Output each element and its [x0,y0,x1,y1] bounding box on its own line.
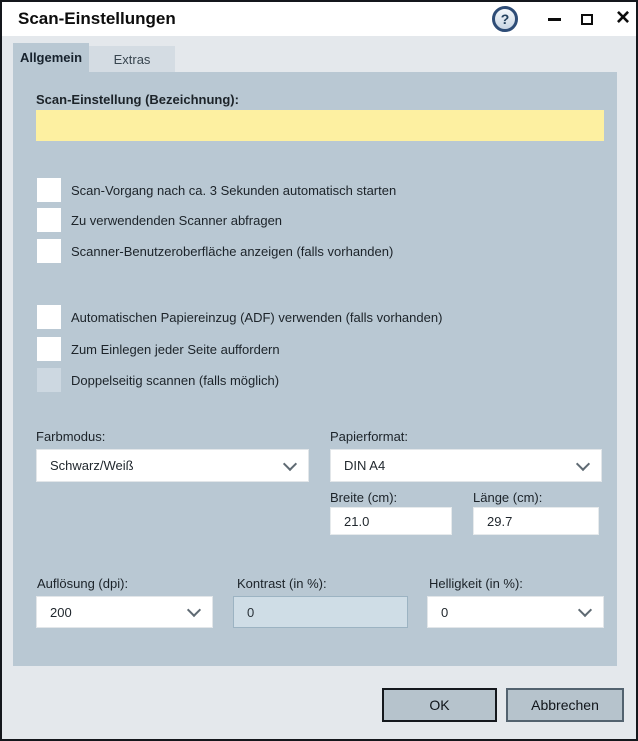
checkbox-row-scanner-abfragen [37,208,282,232]
chevron-down-icon [187,603,201,617]
close-button[interactable] [608,2,638,36]
dialog-title: Scan-Einstellungen [18,9,176,28]
papierformat-value: DIN A4 [344,458,386,473]
tab-extras[interactable] [89,46,175,72]
aufloesung-select[interactable] [36,596,213,628]
minimize-button[interactable] [539,2,569,36]
checkbox-row-adf [37,305,442,329]
checkbox-seite-auffordern[interactable] [37,337,61,361]
scan-name-label: Scan-Einstellung (Bezeichnung): [36,92,239,107]
helligkeit-label: Helligkeit (in %): [429,576,523,591]
papierformat-select[interactable] [330,449,602,482]
checkbox-seite-auffordern-label: Zum Einlegen jeder Seite auffordern [71,341,280,357]
checkbox-scanner-ui-label: Scanner-Benutzeroberfläche anzeigen (falls vorhanden) [71,243,394,259]
minimize-icon [548,18,561,21]
kontrast-label: Kontrast (in %): [237,576,327,591]
abbrechen-button[interactable] [506,688,624,722]
ok-button[interactable] [382,688,497,722]
papierformat-label: Papierformat: [330,429,409,444]
aufloesung-value: 200 [50,604,72,620]
breite-input[interactable] [330,507,452,535]
farbmodus-select[interactable] [36,449,309,482]
checkbox-autostart-label: Scan-Vorgang nach ca. 3 Sekunden automatisch starten [71,182,397,198]
help-icon: ? [500,11,510,27]
farbmodus-value: Schwarz/Weiß [50,458,134,473]
checkbox-scanner-abfragen-label: Zu verwendenden Scanner abfragen [71,212,283,228]
breite-label: Breite (cm): [330,490,398,505]
kontrast-value: 0 [247,604,255,620]
helligkeit-value: 0 [441,604,449,620]
abbrechen-button-label: Abbrechen [531,697,599,713]
chevron-down-icon [578,603,592,617]
ok-button-label: OK [429,697,450,713]
kontrast-input [233,596,408,628]
checkbox-row-duplex [37,368,279,392]
checkbox-row-scanner-ui [37,239,393,263]
checkbox-adf-label: Automatischen Papiereinzug (ADF) verwenden (falls vorhanden) [71,309,443,325]
tab-allgemein-label: Allgemein [19,50,83,65]
help-button[interactable] [492,6,518,32]
chevron-down-icon [283,456,297,470]
checkbox-row-seite-auffordern [37,337,280,361]
maximize-button[interactable] [572,2,602,36]
scan-name-input[interactable] [36,110,604,141]
checkbox-duplex [37,368,61,392]
laenge-input[interactable] [473,507,599,535]
maximize-icon [581,14,593,25]
checkbox-scanner-abfragen[interactable] [37,208,61,232]
checkbox-duplex-label: Doppelseitig scannen (falls möglich) [71,372,280,388]
aufloesung-label: Auflösung (dpi): [37,576,129,591]
checkbox-adf[interactable] [37,305,61,329]
tab-allgemein[interactable] [13,43,89,72]
chevron-down-icon [576,456,590,470]
helligkeit-select[interactable] [427,596,604,628]
laenge-label: Länge (cm): [473,490,543,505]
farbmodus-label: Farbmodus: [36,429,106,444]
checkbox-autostart[interactable] [37,178,61,202]
titlebar [2,2,636,36]
checkbox-row-autostart [37,178,396,202]
tab-extras-label: Extras [113,51,151,67]
close-icon: × [615,3,630,31]
checkbox-scanner-ui[interactable] [37,239,61,263]
